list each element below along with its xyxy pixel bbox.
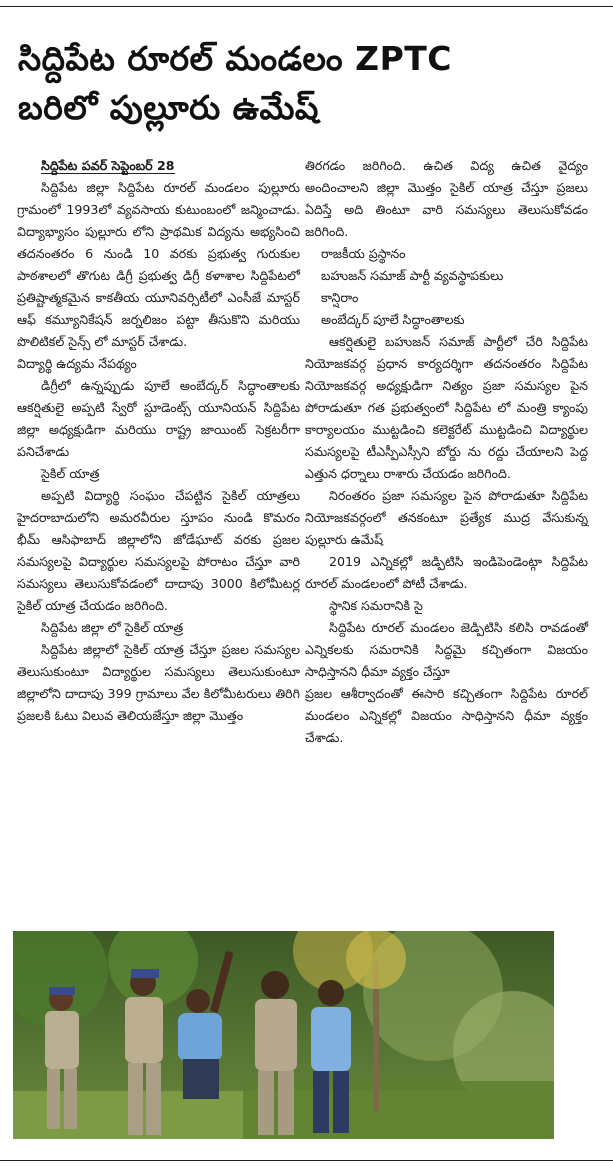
right-column-paragraph: స్థానిక సమరానికి సై (329, 598, 423, 613)
top-rule (0, 6, 613, 7)
left-column-paragraph: విద్యార్థి ఉద్యమ నేపథ్యం (17, 356, 137, 371)
left-column-paragraph: సిద్దిపేట జిల్లా సిద్దిపేట రూరల్ మండలం పుల్లూరు గ్రామంలో 1993లో వ్యవసాయ కుటుంబంలో జన్మించాడు. విద్యాభ్యాసం పుల్లూరు లోని ప్రాథమిక విద్యను అభ్యసించి తదనంతరం 6 నుండి 10 వరకు ప్రభుత్వ గురుకుల పాఠశాలలో తొగుట డిగ్రీ ప్రభుత్వ డిగ్రీ కళాశాల సిద్దిపేటలో ప్రతిష్టాత్మకమైన కాకతీయ యూనివర్సిటీలో ఎంసీజే మాస్టర్ ఆఫ్ కమ్యూనికేషన్ జర్నలిజం పట్టా తీసుకొని మరియు పొలిటికల్ సైన్స్ లో మాస్టర్ చేశాడు. (17, 180, 300, 349)
right-column-paragraph: అంబేద్కర్ పూలే సిద్ధాంతాలకు (321, 312, 465, 327)
dateline: సిద్దిపేట పవర్ సెప్టెంబర్ 28 (41, 158, 175, 173)
right-column-paragraph: కాన్షిరాం (321, 290, 359, 305)
right-column-paragraph: నిరంతరం ప్రజా సమస్యల పైన పోరాడుతూ సిద్దిపేట నియోజకవర్గంలో తనకంటూ ప్రత్యేక ముద్ర వేసుకున్న పుల్లూరు ఉమేష్ (305, 488, 588, 547)
left-column (17, 155, 300, 727)
news-photo (13, 931, 554, 1139)
right-column-paragraph: సిద్దిపేట రూరల్ మండలం జెడ్పిటిసి కలిసి రావడంతో ఎన్నికలకు సమరానికి సిద్ధమై కచ్చితంగా విజయం సాధిస్తానని ధీమా వ్యక్తం చేస్తూ (305, 620, 588, 679)
right-paragraphs (305, 155, 588, 749)
bottom-rule (0, 1160, 613, 1161)
right-column-paragraph: బహుజన్ సమాజ్ పార్టీ వ్యవస్థాపకులు (321, 268, 504, 283)
right-column-paragraph: ప్రజల ఆశీర్వాదంతో ఈసారి కచ్చితంగా సిద్దిపేట రూరల్ మండలం ఎన్నికల్లో విజయం సాధిస్తానని ధీమా వ్యక్తం చేశాడు. (305, 686, 588, 745)
left-column-paragraph: సిద్దిపేట జిల్లా లో సైకిల్ యాత్ర (41, 620, 184, 635)
headline (18, 34, 598, 132)
right-column-paragraph: 2019 ఎన్నికల్లో జడ్పిటిసి ఇండిపెండెంట్గా సిద్దిపేట రూరల్ మండలంలో పోటీ చేశాడు. (305, 554, 588, 591)
left-column-paragraph: డిగ్రీలో ఉన్నప్పుడు పూలే అంబేద్కర్ సిద్ధాంతాలకు ఆకర్షితులై అప్పటి స్వేరో స్టూడెంట్స్ యూనియన్ సిద్దిపేట జిల్లా అధ్యక్షుడిగా మరియు రాష్ట్ర జాయింట్ సెక్రటరీగా పనిచేశాడు (17, 378, 300, 459)
police-escort-illustration (13, 931, 554, 1139)
headline-line-2: బరిలో పుల్లూరు ఉమేష్ (18, 88, 319, 127)
headline-line-1: సిద్దిపేట రూరల్ మండలం ZPTC (18, 39, 452, 78)
left-paragraphs (17, 177, 300, 727)
left-column-paragraph: అప్పటి విద్యార్థి సంఘం చేపట్టిన సైకిల్ యాత్రలు హైదరాబాదులోని అమరవీరుల స్తూపం నుండి కొమరం భీమ్ ఆసిఫాబాద్ జిల్లాలోని జోడేఘాట్ వరకు ప్రజల సమస్యలపై విద్యార్థుల సమస్యలపై పోరాటం చేస్తూ వారి సమస్యలు తెలుసుకోవడంలో దాదాపు 3000 కిలోమీటర్ల సైకిల్ యాత్ర చేయడం జరిగింది. (17, 488, 300, 613)
left-column-paragraph: సైకిల్ యాత్ర (41, 466, 100, 481)
right-column (305, 155, 588, 749)
right-column-paragraph: ఆకర్షితులై బహుజన్ సమాజ్ పార్టీలో చేరి సిద్దిపేట నియోజకవర్గ ప్రధాన కార్యదర్శిగా తదనంతరం సిద్దిపేట నియోజకవర్గ అధ్యక్షుడిగా నిత్యం ప్రజా సమస్యల పైన పోరాడుతూ గత ప్రభుత్వంలో సిద్దిపేట లో మంత్రి క్యాంపు కార్యాలయం ముట్టడించి కలెక్టరేట్ ముట్టడించి విద్యార్థుల సమస్యలపై టీఎస్పీఎస్సీని బోర్డు ను రద్దు చేయాలని పెద్ద ఎత్తున ధర్నాలు రాశారు చేయడం జరిగింది. (305, 334, 588, 481)
right-column-paragraph: తిరగడం జరిగింది. ఉచిత విద్య ఉచిత వైద్యం అందించాలని జిల్లా మొత్తం సైకిల్ యాత్ర చేస్తూ ప్రజలు ఏదిస్తే అది తింటూ వారి సమస్యలు తెలుసుకోవడం జరిగింది. (305, 158, 588, 239)
right-column-paragraph: రాజకీయ ప్రస్థానం (321, 246, 406, 261)
left-column-paragraph: సిద్దిపేట జిల్లాలో సైకిల్ యాత్ర చేస్తూ ప్రజల సమస్యల తెలుసుకుంటూ విద్యార్థుల సమస్యలు తెలుసుకుంటూ జిల్లాలోని దాదాపు 399 గ్రామాలు వేల కిలోమీటరులు తిరిగి ప్రజలకి ఓటు విలువ తెలియజేస్తూ జిల్లా మొత్తం (17, 642, 300, 723)
